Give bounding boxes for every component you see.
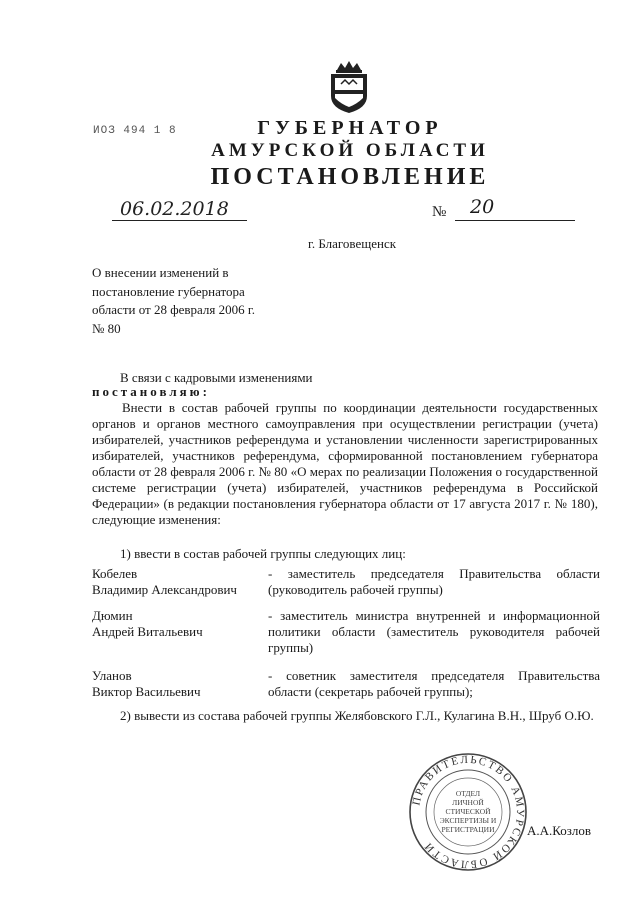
- member-given-name: Виктор Васильевич: [92, 684, 201, 699]
- subject-block: [92, 264, 292, 338]
- member-surname: Кобелев: [92, 566, 138, 581]
- registration-stamp-number: ИОЗ 494 1 8: [93, 125, 177, 137]
- handwritten-number: 20: [470, 196, 495, 218]
- member-surname: Дюмин: [92, 608, 133, 623]
- official-seal: [408, 752, 528, 872]
- seal-line: ЭКСПЕРТИЗЫ И: [439, 816, 497, 825]
- region-title: АМУРСКОЙ ОБЛАСТИ: [211, 140, 489, 161]
- governor-title: ГУБЕРНАТОР: [257, 117, 443, 139]
- seal-line: СТИЧЕСКОЙ: [445, 807, 491, 816]
- number-underline: [455, 220, 575, 221]
- member-given-name: Андрей Витальевич: [92, 624, 203, 639]
- member-name: [92, 668, 201, 700]
- handwritten-date: 06.02.2018: [120, 198, 229, 220]
- subject-line: О внесении изменений в: [92, 265, 229, 280]
- number-sign: №: [432, 204, 447, 220]
- city-line: г. Благовещенск: [307, 236, 397, 251]
- subject-line: № 80: [92, 320, 121, 336]
- coat-of-arms-icon: [327, 60, 371, 114]
- member-surname: Уланов: [92, 668, 132, 683]
- date-underline: [112, 220, 247, 221]
- member-role: - заместитель министра внутренней и информационной политики области (заместитель руководителя рабочей группы): [268, 608, 600, 655]
- seal-line: ОТДЕЛ: [455, 789, 481, 798]
- seal-line: ЛИЧНОЙ: [452, 798, 484, 807]
- signatory-name: А.А.Козлов: [527, 823, 592, 838]
- member-role: - советник заместителя председателя Правительства области (секретарь рабочей группы);: [268, 668, 600, 699]
- main-paragraph: [92, 400, 598, 528]
- item-1-text: 1) ввести в состав рабочей группы следующих лиц:: [120, 546, 406, 561]
- member-role: - заместитель председателя Правительства области (руководитель рабочей группы): [268, 566, 600, 597]
- main-paragraph-text: Внести в состав рабочей группы по координации деятельности государственных органов и органов местного самоуправления при осуществлении регистрации (учета) избирателей, участников референдума и установлении численности зарегистрированных избирателей, участников референдума, сформированной постановлением губернатора области от 28 февраля 2006 г. № 80 «О мерах по реализации Положения о государственной системе регистрации (учета) избирателей, участников референдума в Российской Федерации» (в редакции постановления губернатора области от 17 августа 2017 г. № 180), следующие изменения:: [92, 400, 598, 527]
- seal-line: РЕГИСТРАЦИИ: [441, 825, 495, 834]
- member-given-name: Владимир Александрович: [92, 582, 237, 597]
- seal-ring-text: ПРАВИТЕЛЬСТВО АМУРСКОЙ ОБЛАСТИ: [410, 753, 527, 871]
- subject-line: постановление губернатора: [92, 283, 245, 299]
- document-type-heading: ПОСТАНОВЛЕНИЕ: [210, 164, 490, 190]
- member-name: [92, 566, 237, 598]
- subject-line: области от 28 февраля 2006 г.: [92, 302, 256, 317]
- item-2-text: 2) вывести из состава рабочей группы Желябовского Г.Л., Кулагина В.Н., Шруб О.Ю.: [120, 708, 594, 723]
- member-name: [92, 608, 203, 640]
- intro-paragraph: В связи с кадровыми изменениями: [120, 370, 313, 385]
- resolve-word: постановляю:: [92, 384, 210, 399]
